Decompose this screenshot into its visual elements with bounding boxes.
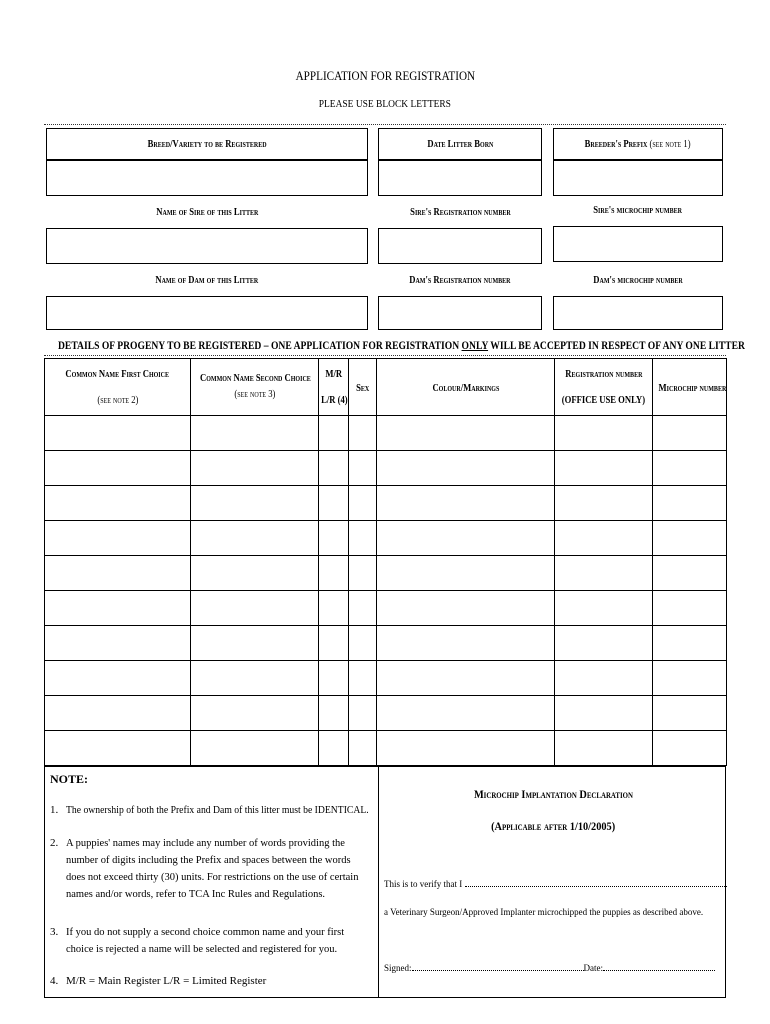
table-row: [45, 451, 727, 486]
sex-cell[interactable]: [349, 416, 377, 451]
first-choice-cell[interactable]: [45, 521, 191, 556]
breeder-prefix-field[interactable]: [553, 160, 723, 196]
first-choice-cell[interactable]: [45, 556, 191, 591]
sex-cell[interactable]: [349, 731, 377, 766]
reg-number-cell[interactable]: [555, 661, 653, 696]
reg-number-cell[interactable]: [555, 486, 653, 521]
second-choice-cell[interactable]: [191, 451, 319, 486]
dam-name-field[interactable]: [46, 296, 368, 330]
reg-number-cell[interactable]: [555, 591, 653, 626]
second-choice-cell[interactable]: [191, 486, 319, 521]
breed-field[interactable]: [46, 160, 368, 196]
declaration-sign-row: Signed: Date:: [384, 963, 715, 973]
register-cell[interactable]: [319, 486, 349, 521]
second-choice-cell[interactable]: [191, 661, 319, 696]
microchip-cell[interactable]: [653, 521, 727, 556]
microchip-cell[interactable]: [653, 591, 727, 626]
register-cell[interactable]: [319, 556, 349, 591]
sire-reg-field[interactable]: [378, 228, 542, 264]
table-row: [45, 521, 727, 556]
register-cell[interactable]: [319, 696, 349, 731]
reg-number-cell[interactable]: [555, 416, 653, 451]
register-cell[interactable]: [319, 416, 349, 451]
second-choice-cell[interactable]: [191, 521, 319, 556]
first-choice-cell[interactable]: [45, 696, 191, 731]
sire-chip-field[interactable]: [553, 226, 723, 262]
reg-number-cell[interactable]: [555, 556, 653, 591]
reg-number-cell[interactable]: [555, 451, 653, 486]
sex-cell[interactable]: [349, 451, 377, 486]
form-subtitle: PLEASE USE BLOCK LETTERS: [318, 98, 452, 110]
sex-cell[interactable]: [349, 521, 377, 556]
sex-cell[interactable]: [349, 591, 377, 626]
second-choice-cell[interactable]: [191, 591, 319, 626]
register-cell[interactable]: [319, 626, 349, 661]
declaration-statement: a Veterinary Surgeon/Approved Implanter microchipped the puppies as described above.: [384, 907, 704, 917]
register-cell[interactable]: [319, 521, 349, 556]
declaration-verify: This is to verify that I: [384, 879, 727, 889]
second-choice-cell[interactable]: [191, 731, 319, 766]
colour-cell[interactable]: [377, 591, 555, 626]
table-row: [45, 661, 727, 696]
declaration-applicable: (Applicable after 1/10/2005): [490, 819, 616, 833]
second-choice-cell[interactable]: [191, 626, 319, 661]
progeny-details-heading: DETAILS OF PROGENY TO BE REGISTERED – ONE APPLICATION FOR REGISTRATION ONLY WILL BE ACCEPTED IN RESPECT OF ANY ONE LITTER: [58, 338, 745, 352]
header-dotted-rule: [44, 124, 726, 125]
microchip-cell[interactable]: [653, 486, 727, 521]
second-choice-cell[interactable]: [191, 416, 319, 451]
breed-label: Breed/Variety to be Registered: [147, 138, 267, 150]
first-choice-cell[interactable]: [45, 416, 191, 451]
sex-cell[interactable]: [349, 661, 377, 696]
colour-cell[interactable]: [377, 731, 555, 766]
first-choice-cell[interactable]: [45, 626, 191, 661]
col-first-choice: Common Name First Choice (see note 2): [45, 359, 191, 416]
microchip-cell[interactable]: [653, 416, 727, 451]
first-choice-cell[interactable]: [45, 451, 191, 486]
first-choice-cell[interactable]: [45, 661, 191, 696]
sire-name-field[interactable]: [46, 228, 368, 264]
date-litter-born-label: Date Litter Born: [426, 138, 494, 150]
progeny-table: [44, 358, 727, 766]
col-register: M/R L/R (4): [319, 359, 349, 416]
microchip-cell[interactable]: [653, 696, 727, 731]
second-choice-cell[interactable]: [191, 696, 319, 731]
col-registration-number: Registration number (OFFICE USE ONLY): [555, 359, 653, 416]
signature-field[interactable]: [412, 970, 584, 971]
col-sex: Sex: [349, 359, 377, 416]
colour-cell[interactable]: [377, 521, 555, 556]
colour-cell[interactable]: [377, 696, 555, 731]
declaration-title: Microchip Implantation Declaration: [473, 787, 633, 801]
note-1: 1. The ownership of both the Prefix and Dam of this litter must be IDENTICAL.: [50, 804, 369, 816]
colour-cell[interactable]: [377, 626, 555, 661]
dam-reg-label: Dam's Registration number: [409, 274, 511, 286]
microchip-cell[interactable]: [653, 451, 727, 486]
colour-cell[interactable]: [377, 451, 555, 486]
table-row: [45, 696, 727, 731]
reg-number-cell[interactable]: [555, 626, 653, 661]
reg-number-cell[interactable]: [555, 696, 653, 731]
dam-name-label: Name of Dam of this Litter: [155, 274, 259, 286]
form-title: APPLICATION FOR REGISTRATION: [295, 68, 475, 83]
register-cell[interactable]: [319, 591, 349, 626]
microchip-cell[interactable]: [653, 731, 727, 766]
implanter-name-field[interactable]: [465, 886, 727, 887]
reg-number-cell[interactable]: [555, 731, 653, 766]
note-4: 4. M/R = Main Register L/R = Limited Register: [50, 975, 267, 987]
table-row: [45, 731, 727, 766]
notes-heading: NOTE:: [50, 772, 89, 786]
colour-cell[interactable]: [377, 416, 555, 451]
sex-cell[interactable]: [349, 696, 377, 731]
register-cell[interactable]: [319, 731, 349, 766]
date-field[interactable]: [603, 970, 715, 971]
dam-chip-field[interactable]: [553, 296, 723, 330]
table-row: [45, 626, 727, 661]
note-2: 2. A puppies' names may include any number of words providing the number of digits including the Prefix and spaces between the words does not exceed thirty (30) units. For restrictions on the use of certain names and/or words, refer to TCA Inc Rules and Regulations.: [50, 837, 359, 900]
table-row: [45, 556, 727, 591]
table-row: [45, 486, 727, 521]
colour-cell[interactable]: [377, 556, 555, 591]
date-litter-born-field[interactable]: [378, 160, 542, 196]
first-choice-cell[interactable]: [45, 591, 191, 626]
table-row: [45, 416, 727, 451]
note-3: 3. If you do not supply a second choice common name and your first choice is rejected a name will be selected and registered for you.: [50, 926, 345, 955]
sex-cell[interactable]: [349, 626, 377, 661]
colour-cell[interactable]: [377, 486, 555, 521]
register-cell[interactable]: [319, 451, 349, 486]
colour-cell[interactable]: [377, 661, 555, 696]
dam-chip-label: Dam's microchip number: [593, 274, 683, 286]
second-choice-cell[interactable]: [191, 556, 319, 591]
sire-chip-label: Sire's microchip number: [593, 204, 683, 216]
first-choice-cell[interactable]: [45, 731, 191, 766]
microchip-cell[interactable]: [653, 626, 727, 661]
progeny-rows: [45, 416, 727, 766]
col-colour-markings: Colour/Markings: [377, 359, 555, 416]
sire-reg-label: Sire's Registration number: [409, 206, 511, 218]
notes-divider: [378, 766, 379, 998]
sex-cell[interactable]: [349, 556, 377, 591]
sex-cell[interactable]: [349, 486, 377, 521]
dam-reg-field[interactable]: [378, 296, 542, 330]
table-row: [45, 591, 727, 626]
microchip-cell[interactable]: [653, 661, 727, 696]
reg-number-cell[interactable]: [555, 521, 653, 556]
col-microchip-number: Microchip number: [653, 359, 727, 416]
col-second-choice: Common Name Second Choice (see note 3): [191, 359, 319, 416]
first-choice-cell[interactable]: [45, 486, 191, 521]
register-cell[interactable]: [319, 661, 349, 696]
microchip-cell[interactable]: [653, 556, 727, 591]
breeder-prefix-label: Breeder's Prefix (see note 1): [585, 138, 691, 150]
sire-name-label: Name of Sire of this Litter: [155, 206, 259, 218]
details-dotted-rule: [44, 355, 726, 356]
